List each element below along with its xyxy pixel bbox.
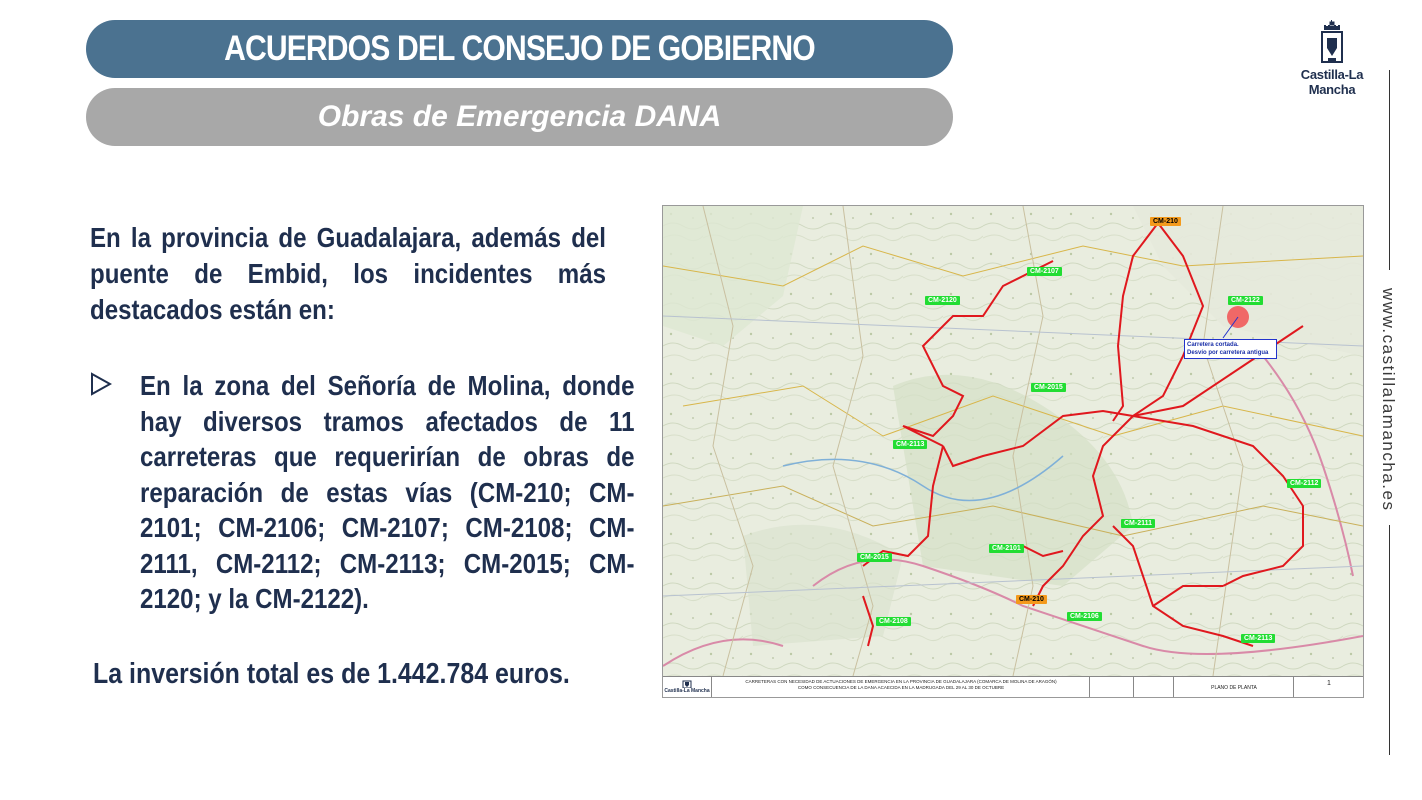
side-divider-bottom <box>1389 525 1390 755</box>
road-tag: CM-2107 <box>1027 267 1062 276</box>
page-subtitle: Obras de Emergencia DANA <box>317 100 722 133</box>
road-tag: CM-210 <box>1016 595 1047 604</box>
website-url[interactable]: www.castillalamancha.es <box>1379 288 1398 512</box>
plano-label: PLANO DE PLANTA <box>1211 685 1257 691</box>
road-tag: CM-2015 <box>1031 383 1066 392</box>
road-map <box>662 205 1364 698</box>
road-tag: CM-2122 <box>1228 296 1263 305</box>
road-closed-callout: Carretera cortada. Desvío por carretera antigua <box>1184 339 1277 359</box>
road-tag: CM-210 <box>1150 217 1181 226</box>
sheet-number: 1 <box>1327 680 1331 687</box>
castle-icon <box>682 678 692 688</box>
road-tag: CM-2113 <box>893 440 927 449</box>
map-background <box>663 206 1363 676</box>
road-tag: CM-2101 <box>989 544 1024 553</box>
road-tag: CM-2111 <box>1121 519 1155 528</box>
subtitle-banner <box>86 88 953 146</box>
page-title: ACUERDOS DEL CONSEJO DE GOBIERNO <box>224 29 815 68</box>
bullet-text: En la zona del Señoría de Molina, donde hay diversos tramos afectados de 11 carreteras que requerirían de obras de reparación de estas vías (CM-210; CM-2101; CM-2106; CM-2107; CM-2108; CM-2111, CM-2112; CM-2113; CM-2015; CM-2120; y la CM-2122). <box>140 370 635 614</box>
title-banner <box>86 20 953 78</box>
road-tag: CM-2112 <box>1287 479 1321 488</box>
road-tag: CM-2108 <box>876 617 911 626</box>
intro-paragraph: En la provincia de Guadalajara, además del puente de Embid, los incidentes más destacados están en: <box>90 222 606 325</box>
side-divider-top <box>1389 70 1390 270</box>
road-tag: CM-2120 <box>925 296 960 305</box>
map-footer-cells <box>1089 677 1363 698</box>
main-content <box>90 220 638 690</box>
road-tag: CM-2015 <box>857 553 892 562</box>
map-footer-logo: Castilla-La Mancha <box>663 677 712 698</box>
total-investment: La inversión total es de 1.442.784 euros. <box>93 658 570 690</box>
castilla-la-mancha-logo <box>1280 20 1384 97</box>
road-tag: CM-2106 <box>1067 612 1102 621</box>
road-tag: CM-2113 <box>1241 634 1275 643</box>
logo-text: Castilla-La Mancha <box>1300 67 1364 97</box>
map-title-block <box>663 676 1363 698</box>
map-description: CARRETERAS CON NECESIDAD DE ACTUACIONES DE EMERGENCIA EN LA PROVINCIA DE GUADALAJARA (COMARCA DE MOLINA DE ARAGÓN) COMO CONSECUENCIA DE LA DANA ACAECIDA EN LA MADRUGADA DEL 29 AL 30 DE OCTUBRE <box>745 679 1057 690</box>
castle-icon <box>1319 20 1345 64</box>
triangle-right-outline-icon <box>90 372 112 396</box>
